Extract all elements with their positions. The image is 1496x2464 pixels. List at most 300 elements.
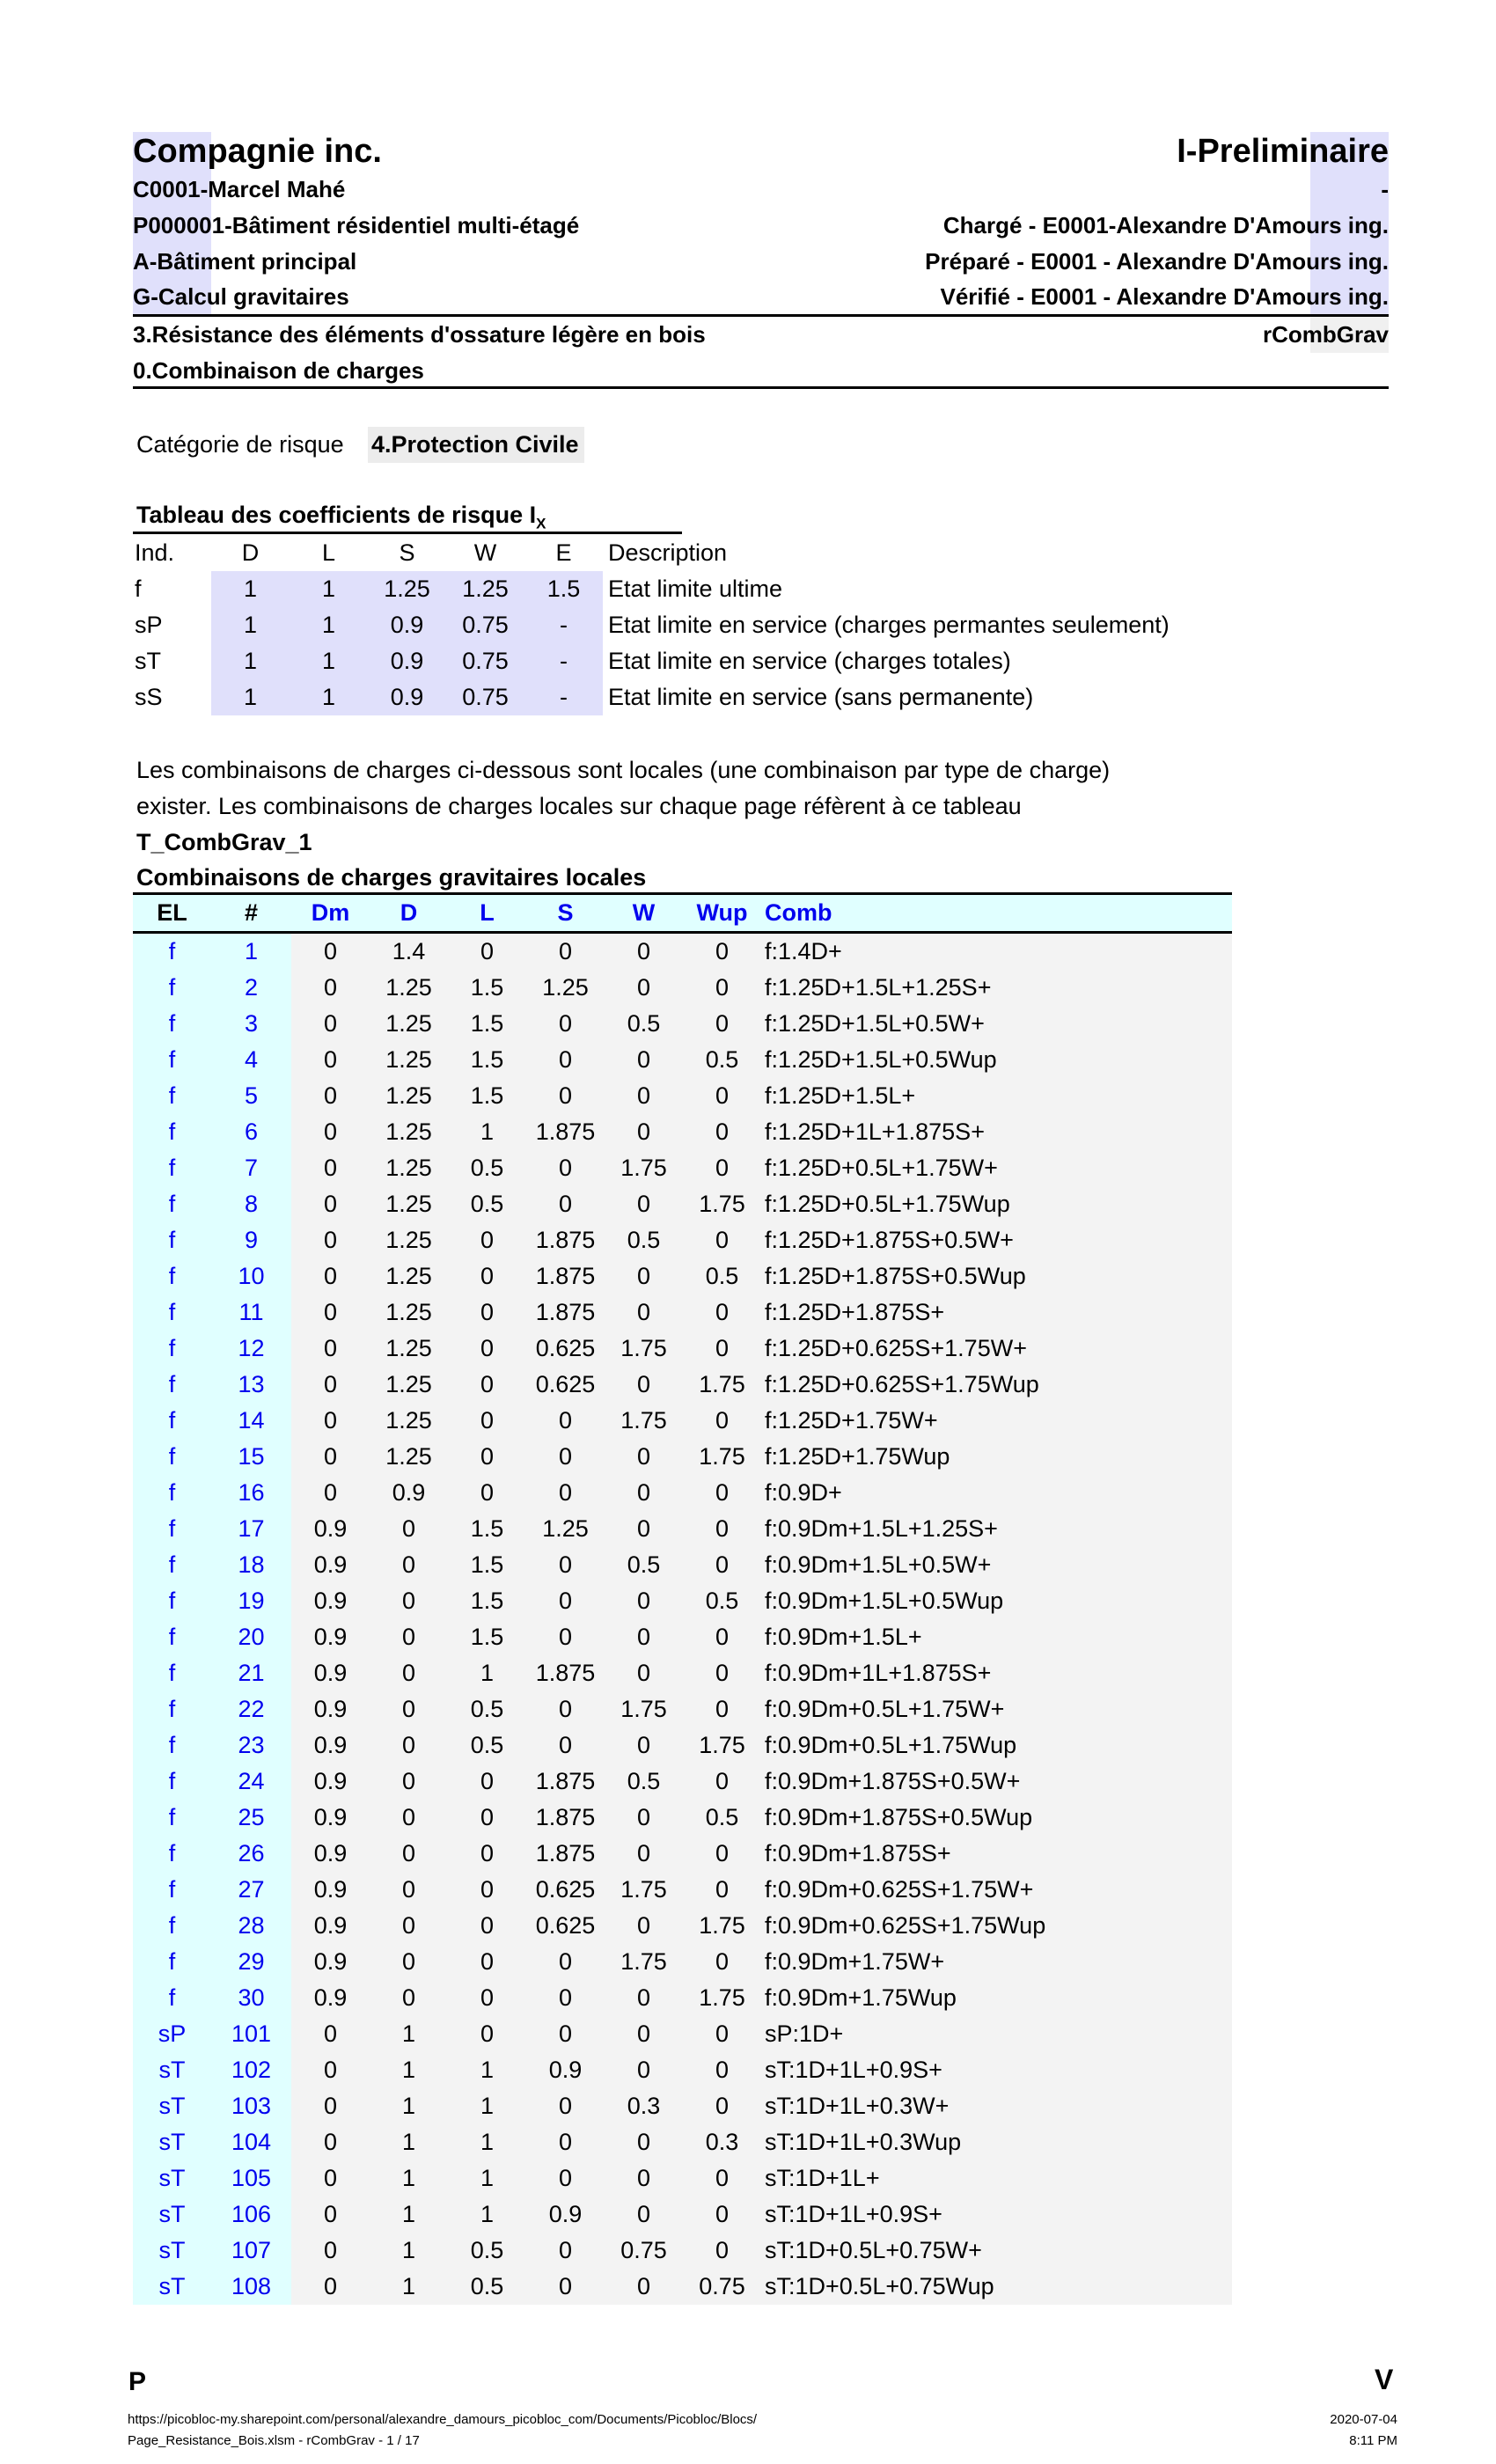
coef-value[interactable]: 1.25: [446, 571, 524, 607]
comb-number[interactable]: 2: [211, 970, 291, 1006]
factor-dm: 0: [291, 1403, 370, 1439]
factor-w: 0: [605, 1475, 683, 1511]
comb-number[interactable]: 106: [211, 2196, 291, 2233]
factor-wup: 1.75: [683, 1908, 761, 1944]
limit-state[interactable]: f: [133, 934, 211, 970]
limit-state[interactable]: f: [133, 1944, 211, 1980]
factor-s: 0: [526, 1944, 605, 1980]
comb-number[interactable]: 18: [211, 1547, 291, 1583]
comb-row: [133, 1294, 1232, 1331]
comb-formula: f:0.9Dm+1.75Wup: [761, 1980, 1232, 2016]
factor-s: 1.875: [526, 1258, 605, 1294]
comb-number[interactable]: 28: [211, 1908, 291, 1944]
limit-state[interactable]: f: [133, 1078, 211, 1114]
factor-dm: 0.9: [291, 1727, 370, 1764]
factor-d: 1.4: [370, 934, 448, 970]
comb-row: [133, 1114, 1232, 1150]
comb-number[interactable]: 8: [211, 1186, 291, 1222]
factor-w: 0: [605, 1439, 683, 1475]
coef-index: sT: [135, 648, 161, 674]
comb-formula: f:0.9Dm+1.875S+0.5Wup: [761, 1800, 1232, 1836]
factor-dm: 0.9: [291, 1655, 370, 1691]
limit-state[interactable]: f: [133, 1872, 211, 1908]
comb-formula: f:0.9Dm+1.5L+: [761, 1619, 1232, 1655]
limit-state[interactable]: sT: [133, 2233, 211, 2269]
comb-formula: sT:1D+1L+0.3Wup: [761, 2124, 1232, 2160]
comb-row: [133, 2088, 1232, 2124]
comb-formula: f:1.25D+0.5L+1.75Wup: [761, 1186, 1232, 1222]
factor-s: 0: [526, 1547, 605, 1583]
factor-l: 1.5: [448, 1547, 526, 1583]
factor-l: 0.5: [448, 1691, 526, 1727]
factor-dm: 0: [291, 1078, 370, 1114]
comb-header-row: [133, 895, 1232, 934]
comb-header-el: EL: [157, 899, 187, 926]
factor-l: 1: [448, 2088, 526, 2124]
factor-dm: 0: [291, 1367, 370, 1403]
factor-wup: 0: [683, 1691, 761, 1727]
factor-w: 0: [605, 1908, 683, 1944]
comb-formula: f:1.25D+0.625S+1.75Wup: [761, 1367, 1232, 1403]
factor-l: 1.5: [448, 1078, 526, 1114]
factor-s: 0: [526, 1150, 605, 1186]
note-line-1: Les combinaisons de charges ci-dessous sont locales (une combinaison par type de charge): [136, 757, 1111, 783]
factor-w: 0: [605, 1367, 683, 1403]
factor-wup: 0: [683, 1511, 761, 1547]
limit-state[interactable]: f: [133, 1691, 211, 1727]
factor-dm: 0: [291, 2160, 370, 2196]
factor-s: 0: [526, 2124, 605, 2160]
factor-s: 1.875: [526, 1836, 605, 1872]
comb-number[interactable]: 107: [211, 2233, 291, 2269]
limit-state[interactable]: sT: [133, 2269, 211, 2305]
calculation: G-Calcul gravitaires: [133, 283, 349, 310]
coef-value[interactable]: 0.9: [368, 679, 446, 715]
note-line-2: exister. Les combinaisons de charges locales sur chaque page réfèrent à ce tableau: [136, 793, 1022, 819]
coef-header-s: S: [399, 539, 415, 566]
coef-value[interactable]: 0.75: [446, 643, 524, 679]
limit-state[interactable]: f: [133, 1583, 211, 1619]
factor-d: 0: [370, 1836, 448, 1872]
coef-value[interactable]: -: [524, 607, 603, 643]
comb-number[interactable]: 103: [211, 2088, 291, 2124]
comb-formula: f:0.9Dm+0.625S+1.75Wup: [761, 1908, 1232, 1944]
coef-title-subscript: X: [536, 515, 546, 532]
comb-number[interactable]: 15: [211, 1439, 291, 1475]
coef-value[interactable]: 1: [290, 571, 368, 607]
comb-row: [133, 1583, 1232, 1619]
comb-number[interactable]: 102: [211, 2052, 291, 2088]
limit-state[interactable]: sT: [133, 2124, 211, 2160]
factor-wup: 1.75: [683, 1727, 761, 1764]
comb-number[interactable]: 101: [211, 2016, 291, 2052]
comb-row: [133, 1547, 1232, 1583]
coef-value[interactable]: 1: [211, 571, 290, 607]
factor-dm: 0: [291, 1186, 370, 1222]
coef-description: Etat limite ultime: [608, 576, 783, 602]
comb-number[interactable]: 29: [211, 1944, 291, 1980]
coef-index: sP: [135, 612, 163, 638]
limit-state[interactable]: f: [133, 1800, 211, 1836]
factor-dm: 0.9: [291, 1511, 370, 1547]
factor-d: 0: [370, 1547, 448, 1583]
factor-s: 1.875: [526, 1222, 605, 1258]
comb-row: [133, 1186, 1232, 1222]
factor-l: 0.5: [448, 2233, 526, 2269]
factor-l: 0.5: [448, 1150, 526, 1186]
comb-number[interactable]: 19: [211, 1583, 291, 1619]
comb-formula: f:0.9Dm+1.5L+1.25S+: [761, 1511, 1232, 1547]
coef-index: f: [135, 576, 142, 602]
factor-w: 0.75: [605, 2233, 683, 2269]
comb-number[interactable]: 22: [211, 1691, 291, 1727]
factor-s: 0: [526, 1980, 605, 2016]
risk-category-value[interactable]: [368, 427, 584, 463]
limit-state[interactable]: f: [133, 1006, 211, 1042]
factor-d: 1.25: [370, 1222, 448, 1258]
factor-dm: 0.9: [291, 1872, 370, 1908]
factor-s: 0: [526, 1475, 605, 1511]
comb-number[interactable]: 14: [211, 1403, 291, 1439]
factor-w: 0: [605, 970, 683, 1006]
factor-d: 0: [370, 1583, 448, 1619]
limit-state[interactable]: f: [133, 1258, 211, 1294]
comb-row: [133, 1727, 1232, 1764]
factor-dm: 0: [291, 1222, 370, 1258]
factor-d: 0: [370, 1691, 448, 1727]
factor-wup: 0: [683, 2160, 761, 2196]
factor-s: 0: [526, 2088, 605, 2124]
factor-d: 1.25: [370, 970, 448, 1006]
factor-s: 0: [526, 1042, 605, 1078]
coef-value[interactable]: -: [524, 679, 603, 715]
factor-wup: 0: [683, 1836, 761, 1872]
factor-wup: 0: [683, 2233, 761, 2269]
comb-row: [133, 1980, 1232, 2016]
coef-value[interactable]: 0.75: [446, 679, 524, 715]
comb-formula: sT:1D+1L+0.3W+: [761, 2088, 1232, 2124]
footer-time: 8:11 PM: [1349, 2433, 1397, 2448]
factor-dm: 0: [291, 1475, 370, 1511]
section-title: 3.Résistance des éléments d'ossature légère en bois: [133, 321, 706, 348]
factor-wup: 0: [683, 1006, 761, 1042]
comb-number[interactable]: 20: [211, 1619, 291, 1655]
factor-l: 0: [448, 1258, 526, 1294]
comb-number[interactable]: 1: [211, 934, 291, 970]
comb-header-comb: Comb: [765, 899, 832, 926]
sheet-name: rCombGrav: [1262, 321, 1389, 348]
risk-category-label: Catégorie de risque: [136, 431, 344, 458]
limit-state[interactable]: f: [133, 1727, 211, 1764]
factor-d: 1: [370, 2269, 448, 2305]
comb-number[interactable]: 12: [211, 1331, 291, 1367]
comb-row: [133, 1944, 1232, 1980]
factor-d: 1: [370, 2233, 448, 2269]
factor-dm: 0.9: [291, 1691, 370, 1727]
comb-formula: f:1.4D+: [761, 934, 1232, 970]
comb-number[interactable]: 23: [211, 1727, 291, 1764]
factor-l: 0.5: [448, 2269, 526, 2305]
factor-dm: 0: [291, 1331, 370, 1367]
factor-s: 0: [526, 2233, 605, 2269]
factor-d: 0: [370, 1872, 448, 1908]
factor-dm: 0: [291, 1114, 370, 1150]
comb-header-l: L: [480, 899, 495, 926]
factor-dm: 0: [291, 1439, 370, 1475]
comb-formula: f:1.25D+1.5L+: [761, 1078, 1232, 1114]
limit-state[interactable]: f: [133, 1439, 211, 1475]
comb-number[interactable]: 5: [211, 1078, 291, 1114]
comb-number[interactable]: 3: [211, 1006, 291, 1042]
factor-l: 0: [448, 1475, 526, 1511]
factor-d: 1.25: [370, 1331, 448, 1367]
limit-state[interactable]: f: [133, 1222, 211, 1258]
factor-s: 0: [526, 1583, 605, 1619]
factor-wup: 0: [683, 934, 761, 970]
factor-w: 0: [605, 1114, 683, 1150]
comb-number[interactable]: 16: [211, 1475, 291, 1511]
factor-l: 1.5: [448, 1042, 526, 1078]
factor-s: 1.875: [526, 1294, 605, 1331]
limit-state[interactable]: sT: [133, 2196, 211, 2233]
factor-s: 0.625: [526, 1331, 605, 1367]
comb-number[interactable]: 7: [211, 1150, 291, 1186]
limit-state[interactable]: f: [133, 1331, 211, 1367]
factor-d: 1: [370, 2088, 448, 2124]
limit-state[interactable]: f: [133, 1764, 211, 1800]
limit-state[interactable]: f: [133, 1908, 211, 1944]
comb-row: [133, 1800, 1232, 1836]
prepared-by: Préparé - E0001 - Alexandre D'Amours ing.: [925, 248, 1389, 275]
factor-dm: 0: [291, 934, 370, 970]
coef-row: [133, 679, 1170, 715]
coef-value[interactable]: 1: [211, 607, 290, 643]
factor-s: 0: [526, 2160, 605, 2196]
factor-w: 0: [605, 2269, 683, 2305]
comb-row: [133, 1764, 1232, 1800]
factor-d: 0: [370, 1727, 448, 1764]
factor-dm: 0: [291, 1042, 370, 1078]
risk-category-cell: 4.Protection Civile: [368, 427, 584, 463]
limit-state[interactable]: f: [133, 1114, 211, 1150]
coef-value[interactable]: 0.75: [446, 607, 524, 643]
factor-l: 0: [448, 1872, 526, 1908]
coef-description: Etat limite en service (sans permanente): [608, 684, 1034, 710]
factor-dm: 0.9: [291, 1836, 370, 1872]
limit-state[interactable]: f: [133, 1836, 211, 1872]
comb-row: [133, 1150, 1232, 1186]
factor-l: 0: [448, 1439, 526, 1475]
factor-w: 0: [605, 1800, 683, 1836]
factor-s: 0: [526, 1186, 605, 1222]
factor-wup: 0: [683, 1944, 761, 1980]
limit-state[interactable]: f: [133, 1186, 211, 1222]
factor-s: 0: [526, 1403, 605, 1439]
comb-number[interactable]: 9: [211, 1222, 291, 1258]
header-bottom-divider: [133, 386, 1389, 389]
factor-w: 0: [605, 934, 683, 970]
coef-header-l: L: [321, 539, 336, 566]
factor-s: 0: [526, 1006, 605, 1042]
limit-state[interactable]: f: [133, 1150, 211, 1186]
comb-header-s: S: [557, 899, 574, 926]
coef-value[interactable]: 1.5: [524, 571, 603, 607]
factor-wup: 0: [683, 2088, 761, 2124]
factor-wup: 0: [683, 1222, 761, 1258]
comb-number[interactable]: 17: [211, 1511, 291, 1547]
coef-value[interactable]: 1.25: [368, 571, 446, 607]
factor-dm: 0: [291, 1294, 370, 1331]
comb-number[interactable]: 27: [211, 1872, 291, 1908]
factor-s: 0: [526, 2016, 605, 2052]
factor-dm: 0: [291, 2052, 370, 2088]
comb-formula: f:0.9Dm+0.625S+1.75W+: [761, 1872, 1232, 1908]
comb-number[interactable]: 25: [211, 1800, 291, 1836]
factor-d: 1.25: [370, 1114, 448, 1150]
factor-l: 1.5: [448, 1006, 526, 1042]
factor-s: 0.625: [526, 1872, 605, 1908]
coef-header-ind: Ind.: [135, 539, 175, 566]
factor-l: 1: [448, 1114, 526, 1150]
comb-formula: f:0.9Dm+1.75W+: [761, 1944, 1232, 1980]
factor-w: 1.75: [605, 1150, 683, 1186]
factor-wup: 0.3: [683, 2124, 761, 2160]
limit-state[interactable]: f: [133, 1655, 211, 1691]
factor-d: 0.9: [370, 1475, 448, 1511]
comb-row: [133, 2016, 1232, 2052]
factor-s: 0: [526, 2269, 605, 2305]
factor-wup: 0: [683, 1655, 761, 1691]
coef-value[interactable]: 0.9: [368, 607, 446, 643]
limit-state[interactable]: f: [133, 1294, 211, 1331]
comb-number[interactable]: 104: [211, 2124, 291, 2160]
comb-row: [133, 1042, 1232, 1078]
limit-state[interactable]: f: [133, 970, 211, 1006]
factor-wup: 0: [683, 1619, 761, 1655]
document-status: I-Preliminaire: [1177, 133, 1389, 170]
factor-dm: 0.9: [291, 1908, 370, 1944]
factor-l: 1.5: [448, 1583, 526, 1619]
comb-row: [133, 2269, 1232, 2305]
limit-state[interactable]: sT: [133, 2088, 211, 2124]
comb-number[interactable]: 11: [211, 1294, 291, 1331]
factor-dm: 0.9: [291, 1583, 370, 1619]
limit-state[interactable]: f: [133, 1367, 211, 1403]
limit-state[interactable]: f: [133, 1619, 211, 1655]
revision-dash: -: [1381, 176, 1389, 202]
factor-wup: 0: [683, 1764, 761, 1800]
limit-state[interactable]: f: [133, 1475, 211, 1511]
coef-value[interactable]: 0.9: [368, 643, 446, 679]
coef-description: Etat limite en service (charges permantes seulement): [608, 612, 1170, 638]
comb-number[interactable]: 26: [211, 1836, 291, 1872]
factor-dm: 0.9: [291, 1764, 370, 1800]
coef-value[interactable]: 1: [211, 643, 290, 679]
comb-number[interactable]: 4: [211, 1042, 291, 1078]
factor-s: 1.875: [526, 1114, 605, 1150]
coef-header-row: [133, 535, 1170, 571]
comb-formula: sT:1D+1L+0.9S+: [761, 2196, 1232, 2233]
coef-value[interactable]: -: [524, 643, 603, 679]
comb-number[interactable]: 10: [211, 1258, 291, 1294]
comb-row: [133, 1691, 1232, 1727]
comb-formula: f:1.25D+1.5L+0.5W+: [761, 1006, 1232, 1042]
limit-state[interactable]: sT: [133, 2052, 211, 2088]
factor-s: 0.625: [526, 1908, 605, 1944]
comb-header-w: W: [632, 899, 656, 926]
limit-state[interactable]: f: [133, 1980, 211, 2016]
limit-state[interactable]: f: [133, 1042, 211, 1078]
factor-w: 0: [605, 1186, 683, 1222]
verified-by: Vérifié - E0001 - Alexandre D'Amours ing.: [940, 283, 1389, 310]
factor-l: 1.5: [448, 970, 526, 1006]
comb-number[interactable]: 108: [211, 2269, 291, 2305]
comb-number[interactable]: 21: [211, 1655, 291, 1691]
factor-wup: 1.75: [683, 1439, 761, 1475]
comb-number[interactable]: 105: [211, 2160, 291, 2196]
factor-w: 0.3: [605, 2088, 683, 2124]
factor-l: 0: [448, 2016, 526, 2052]
coef-value[interactable]: 1: [290, 643, 368, 679]
comb-formula: sT:1D+1L+0.9S+: [761, 2052, 1232, 2088]
limit-state[interactable]: f: [133, 1511, 211, 1547]
factor-d: 1.25: [370, 1186, 448, 1222]
factor-l: 0: [448, 1764, 526, 1800]
factor-s: 1.875: [526, 1800, 605, 1836]
comb-formula: f:1.25D+0.625S+1.75W+: [761, 1331, 1232, 1367]
coef-header-d: D: [241, 539, 260, 566]
factor-dm: 0: [291, 2124, 370, 2160]
comb-formula: f:1.25D+1.875S+0.5Wup: [761, 1258, 1232, 1294]
factor-l: 0: [448, 1980, 526, 2016]
coef-value[interactable]: 1: [290, 679, 368, 715]
factor-w: 0: [605, 2160, 683, 2196]
limit-state[interactable]: sP: [133, 2016, 211, 2052]
comb-number[interactable]: 6: [211, 1114, 291, 1150]
comb-row: [133, 1403, 1232, 1439]
factor-w: 1.75: [605, 1403, 683, 1439]
comb-row: [133, 2052, 1232, 2088]
coef-index: sS: [135, 684, 163, 710]
limit-state[interactable]: f: [133, 1547, 211, 1583]
comb-header-wup: Wup: [696, 899, 748, 926]
factor-wup: 0.5: [683, 1042, 761, 1078]
comb-number[interactable]: 24: [211, 1764, 291, 1800]
comb-number[interactable]: 30: [211, 1980, 291, 2016]
factor-d: 1: [370, 2052, 448, 2088]
comb-formula: f:0.9Dm+1.875S+: [761, 1836, 1232, 1872]
factor-w: 0: [605, 1727, 683, 1764]
comb-formula: f:0.9Dm+0.5L+1.75Wup: [761, 1727, 1232, 1764]
factor-dm: 0: [291, 2196, 370, 2233]
factor-d: 0: [370, 1619, 448, 1655]
coef-value[interactable]: 1: [290, 607, 368, 643]
coef-header-description: Description: [608, 539, 728, 566]
comb-number[interactable]: 13: [211, 1367, 291, 1403]
coef-value[interactable]: 1: [211, 679, 290, 715]
footer-mark-left: P: [128, 2367, 147, 2396]
factor-dm: 0: [291, 2269, 370, 2305]
comb-row: [133, 1908, 1232, 1944]
limit-state[interactable]: f: [133, 1403, 211, 1439]
factor-dm: 0: [291, 2088, 370, 2124]
factor-l: 0: [448, 1331, 526, 1367]
factor-s: 0: [526, 1078, 605, 1114]
limit-state[interactable]: sT: [133, 2160, 211, 2196]
factor-l: 0: [448, 1294, 526, 1331]
comb-row: [133, 1655, 1232, 1691]
factor-wup: 1.75: [683, 1367, 761, 1403]
